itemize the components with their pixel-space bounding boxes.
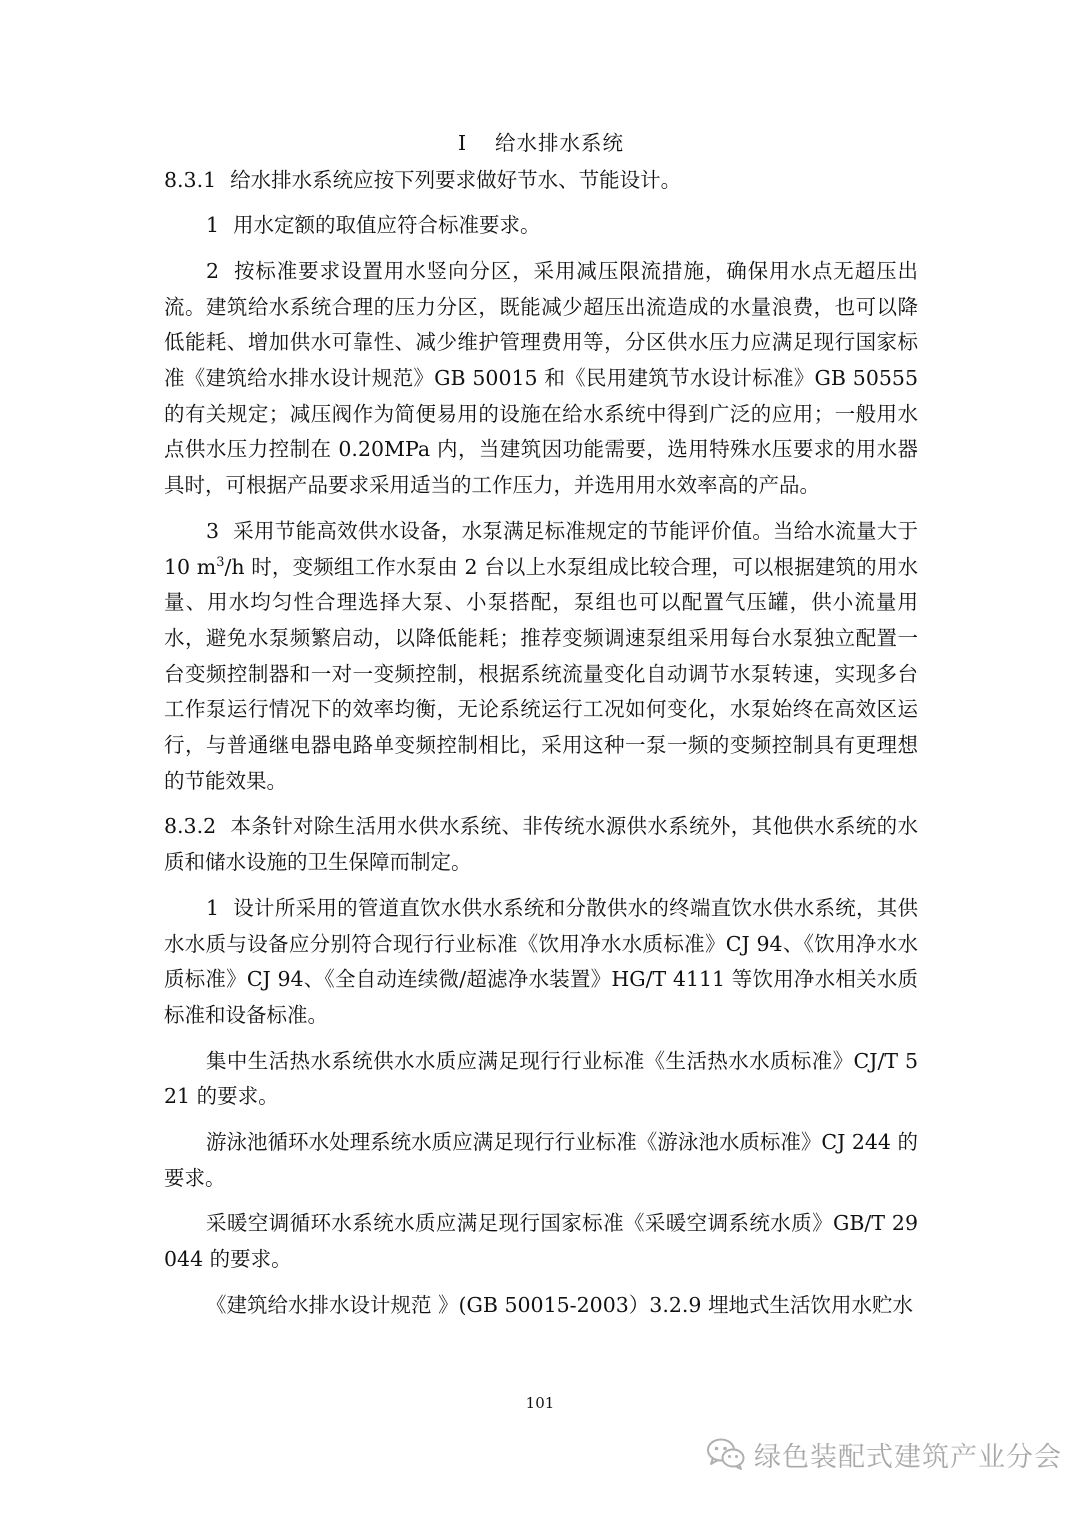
plain-paragraph: 集中生活热水系统供水水质应满足现行行业标准《生活热水水质标准》CJ/T 521 的要求。 [164, 1048, 918, 1109]
paragraph-text: 本条针对除生活用水供水系统、非传统水源供水系统外，其他供水系统的水质和储水设施的卫生保障而制定。 [164, 814, 918, 875]
paragraph-text: 按标准要求设置用水竖向分区，采用减压限流措施，确保用水点无超压出流。建筑给水系统合理的压力分区，既能减少超压出流造成的水量浪费，也可以降低能耗、增加供水可靠性、减少维护管理费用等，分区供水压力应满足现行国家标准《建筑给水排水设计规范》GB 50015 和《民用建筑节水设计标准》GB 50555 的有关规定；减压阀作为简便易用的设施在给水系统中得到广泛的应用；一般用水点供水压力控制在 0.20MPa 内，当建筑因功能需要，选用特殊水压要求的用水器具时，可根据产品要求采用适当的工作压力，并选用用水效率高的产品。 [164, 258, 918, 498]
wechat-icon [706, 1437, 746, 1471]
item-number: 3 [206, 518, 220, 543]
clause-number: 8.3.1 [164, 167, 217, 192]
paragraph-text: 设计所采用的管道直饮水供水系统和分散供水的终端直饮水供水系统，其供水水质与设备应分别符合现行行业标准《饮用净水水质标准》CJ 94、《饮用净水水质标准》CJ 94、《全自动连续微/超滤净水装置》HG/T 4111 等饮用净水相关水质标准和设备标准。 [164, 895, 918, 1027]
clause-paragraph [164, 809, 918, 880]
plain-paragraph: 游泳池循环水处理系统水质应满足现行行业标准《游泳池水质标准》CJ 244 的要求。 [164, 1130, 918, 1190]
section-heading [164, 126, 918, 163]
item-number: 1 [206, 895, 220, 920]
clause-number: 8.3.2 [164, 814, 217, 839]
item-paragraph [164, 891, 918, 1034]
section-title: 给水排水系统 [495, 131, 625, 155]
paragraph-text-end: /h 时，变频组工作水泵由 2 台以上水泵组成比较合理，可以根据建筑的用水量、用水均匀性合理选择大泵、小泵搭配，泵组也可以配置气压罐，供小流量用水，避免水泵频繁启动，以降低能耗；推荐变频调速泵组采用每台水泵独立配置一台变频控制器和一对一变频控制，根据系统流量变化自动调节水泵转速，实现多台工作泵运行情况下的效率均衡，无论系统运行工况如何变化，水泵始终在高效区运行，与普通继电器电路单变频控制相比，采用这种一泵一频的变频控制具有更理想的节能效果。 [164, 554, 918, 793]
paragraph-text: 用水定额的取值应符合标准要求。 [233, 213, 541, 238]
watermark [706, 1432, 1066, 1476]
item-paragraph [164, 208, 918, 244]
plain-paragraph: 《建筑给水排水设计规范 》(GB 50015-2003）3.2.9 埋地式生活饮用水贮水 [206, 1292, 913, 1317]
watermark-text: 绿色装配式建筑产业分会 [754, 1441, 1062, 1473]
clause-paragraph [164, 163, 918, 199]
paragraph-text: 给水排水系统应按下列要求做好节水、节能设计。 [230, 167, 682, 192]
item-number: 1 [206, 213, 220, 238]
item-number: 2 [206, 258, 220, 283]
superscript: 3 [216, 554, 225, 570]
item-paragraph [164, 254, 918, 504]
item-paragraph [164, 514, 918, 800]
body-text [164, 126, 918, 1334]
plain-paragraph: 采暖空调循环水系统水质应满足现行国家标准《采暖空调系统水质》GB/T 29044 的要求。 [164, 1211, 918, 1272]
paragraph-text-start: 采用节能高效供水设备，水泵满足标准规定的节能评价值。当给水流量大于 10 m [164, 518, 918, 579]
page-number: 101 [525, 1394, 555, 1412]
section-numeral: I [457, 131, 468, 155]
